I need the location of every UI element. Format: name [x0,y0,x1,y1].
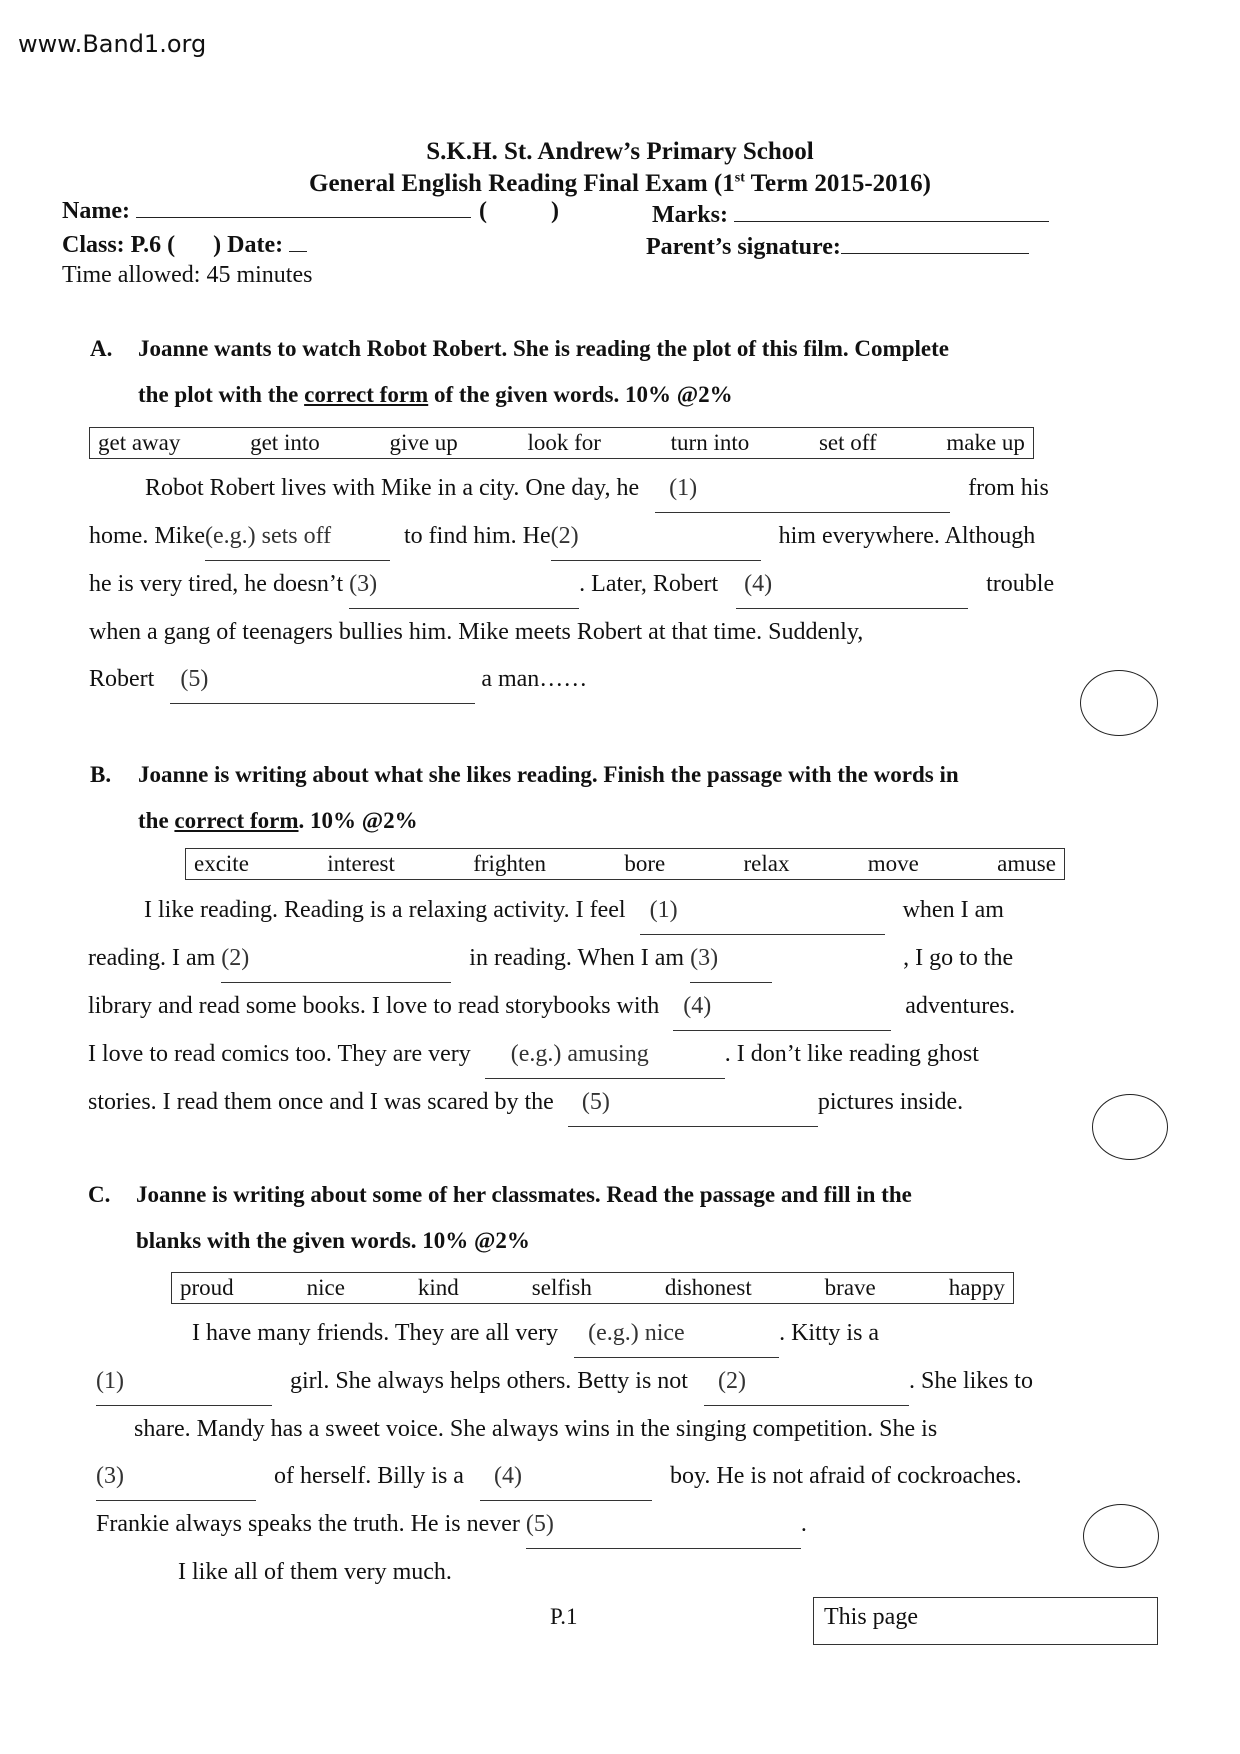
text: adventures. [905,993,1016,1019]
section-b-title-post: . 10% @2% [298,808,418,833]
class-label: Class: P.6 ( [62,232,176,258]
word-option: give up [389,430,458,455]
marks-row [652,202,1049,229]
section-b-score-circle [1092,1094,1168,1160]
section-a-title-underlined: correct form [304,382,429,407]
section-c-passage [96,1310,1171,1596]
example-answer-a [205,513,390,561]
word-option: bore [624,851,666,876]
section-c-letter: C. [88,1182,111,1207]
word-option: nice [306,1275,345,1300]
text: library and read some books. I love to read storybooks with [88,993,660,1019]
text: when I am [902,897,1004,923]
answer-blank-a2[interactable] [551,513,761,561]
text: I have many friends. They are all very [192,1320,559,1346]
blank-number: (5) [525,1511,554,1537]
example-answer-c [574,1310,779,1358]
answer-blank-b3[interactable] [690,935,772,983]
exam-title-pre: General English Reading Final Exam (1 [309,170,735,197]
answer-blank-c5[interactable] [526,1501,801,1549]
school-name: S.K.H. St. Andrew’s Primary School [426,138,814,165]
text: Frankie always speaks the truth. He is never [96,1511,520,1537]
text: . Kitty is a [779,1320,880,1346]
blank-number: (4) [493,1463,522,1489]
section-b-title-underlined: correct form [174,808,299,833]
text: . She likes to [908,1368,1033,1394]
exam-title-post: Term 2015-2016) [744,170,931,197]
word-option: move [867,851,919,876]
this-page-score-box [813,1597,1158,1645]
blank-number: (5) [581,1089,610,1115]
blank-number: (3) [690,945,719,971]
word-option: frighten [473,851,547,876]
exam-title-sup: st [734,170,745,186]
blank-number: (5) [180,666,209,692]
word-option: happy [948,1275,1005,1300]
word-option: kind [417,1275,459,1300]
time-allowed: Time allowed: 45 minutes [62,262,313,288]
text: stories. I read them once and I was scared by the [88,1089,554,1115]
example-answer-b [485,1031,725,1079]
date-label: ) Date: [213,232,284,258]
section-a-title-pre: the plot with the [138,382,305,407]
word-option: selfish [531,1275,592,1300]
example-answer-text: (e.g.) amusing [510,1041,649,1067]
word-option: interest [327,851,395,876]
word-option: get into [250,430,320,455]
marks-field[interactable] [734,221,1049,222]
class-number-open: ( [478,198,487,224]
answer-blank-a1[interactable] [655,465,950,513]
blank-number: (4) [683,993,712,1019]
example-answer-text: (e.g.) nice [588,1320,685,1346]
blank-number: (4) [744,571,773,597]
section-a-passage [89,465,1169,704]
word-option: look for [527,430,601,455]
text: . [800,1511,807,1537]
word-option: proud [180,1275,234,1300]
text: in reading. When I am [469,945,685,971]
text: of herself. Billy is a [274,1463,464,1489]
text: home. Mike [89,523,205,549]
section-c-title-line1: Joanne is writing about some of her classmates. Read the passage and fill in the [136,1182,912,1207]
blank-number: (3) [349,571,378,597]
text: to find him. He [403,523,551,549]
word-option: dishonest [664,1275,752,1300]
section-c-score-circle [1083,1504,1159,1568]
section-a-score-circle [1080,670,1158,736]
text: girl. She always helps others. Betty is not [290,1368,688,1394]
text: when a gang of teenagers bullies him. Mike meets Robert at that time. Suddenly, [89,619,864,645]
word-option: relax [743,851,790,876]
section-a-title-post: of the given words. 10% @2% [428,382,733,407]
text: he is very tired, he doesn’t [89,571,344,597]
answer-blank-c3[interactable] [96,1453,256,1501]
class-number-close: ) [550,198,559,224]
blank-number: (2) [550,523,579,549]
answer-blank-a4[interactable] [736,561,968,609]
section-b-title-line1: Joanne is writing about what she likes reading. Finish the passage with the words in [138,762,959,787]
text: boy. He is not afraid of cockroaches. [669,1463,1022,1489]
answer-blank-c2[interactable] [704,1358,909,1406]
text: from his [968,475,1049,501]
date-field[interactable] [289,251,307,252]
parent-signature-row [646,234,1029,261]
name-row [62,198,559,225]
text: . Later, Robert [579,571,719,597]
text: I like all of them very much. [178,1559,452,1585]
marks-label: Marks: [652,202,728,228]
text: him everywhere. Although [778,523,1036,549]
text: share. Mandy has a sweet voice. She always wins in the singing competition. She is [134,1416,938,1442]
section-c-title [136,1172,1176,1264]
answer-blank-c4[interactable] [480,1453,652,1501]
text: I like reading. Reading is a relaxing activity. I feel [144,897,626,923]
text: reading. I am [88,945,216,971]
section-b-title-pre: the [138,808,175,833]
answer-blank-c1[interactable] [96,1358,272,1406]
text: , I go to the [903,945,1014,971]
answer-blank-b2[interactable] [221,935,451,983]
text: I love to read comics too. They are very [88,1041,471,1067]
parent-signature-field[interactable] [841,253,1029,254]
watermark: www.Band1.org [18,30,207,58]
section-c-title-line2: blanks with the given words. 10% @2% [136,1228,530,1253]
text: . I don’t like reading ghost [724,1041,979,1067]
word-option: excite [194,851,249,876]
text: a man…… [481,666,588,692]
word-option: get away [98,430,181,455]
section-b-passage [88,887,1178,1127]
section-b-word-box [185,848,1065,880]
word-option: amuse [997,851,1056,876]
section-c-word-box [171,1272,1014,1304]
section-a-title-line1: Joanne wants to watch Robot Robert. She is reading the plot of this film. Complete [138,336,949,361]
exam-title [0,170,1240,198]
section-a-title [138,326,1168,418]
answer-blank-a3[interactable] [349,561,579,609]
word-option: turn into [670,430,750,455]
text: Robert [89,666,155,692]
name-field[interactable] [136,217,471,218]
parent-signature-label: Parent’s signature: [646,234,841,260]
word-option: set off [818,430,877,455]
answer-blank-b5[interactable] [568,1079,818,1127]
answer-blank-b4[interactable] [673,983,891,1031]
blank-number: (1) [96,1368,124,1394]
page-number: P.1 [550,1604,578,1629]
name-label: Name: [62,198,130,224]
this-page-label: This page [824,1604,918,1630]
section-a-letter: A. [90,336,113,361]
blank-number: (3) [96,1463,124,1489]
example-answer-text: (e.g.) sets off [204,523,332,549]
section-b-title [138,752,1178,844]
blank-number: (2) [717,1368,746,1394]
class-row [62,232,307,259]
blank-number: (1) [669,475,698,501]
text: trouble [986,571,1055,597]
answer-blank-a5[interactable] [170,656,475,704]
word-option: make up [946,430,1025,455]
blank-number: (2) [221,945,250,971]
answer-blank-b1[interactable] [640,887,885,935]
text: Robot Robert lives with Mike in a city. One day, he [145,475,640,501]
section-a-word-box [89,427,1034,459]
word-option: brave [824,1275,876,1300]
section-b-letter: B. [90,762,112,787]
text: pictures inside. [817,1089,964,1115]
blank-number: (1) [649,897,678,923]
